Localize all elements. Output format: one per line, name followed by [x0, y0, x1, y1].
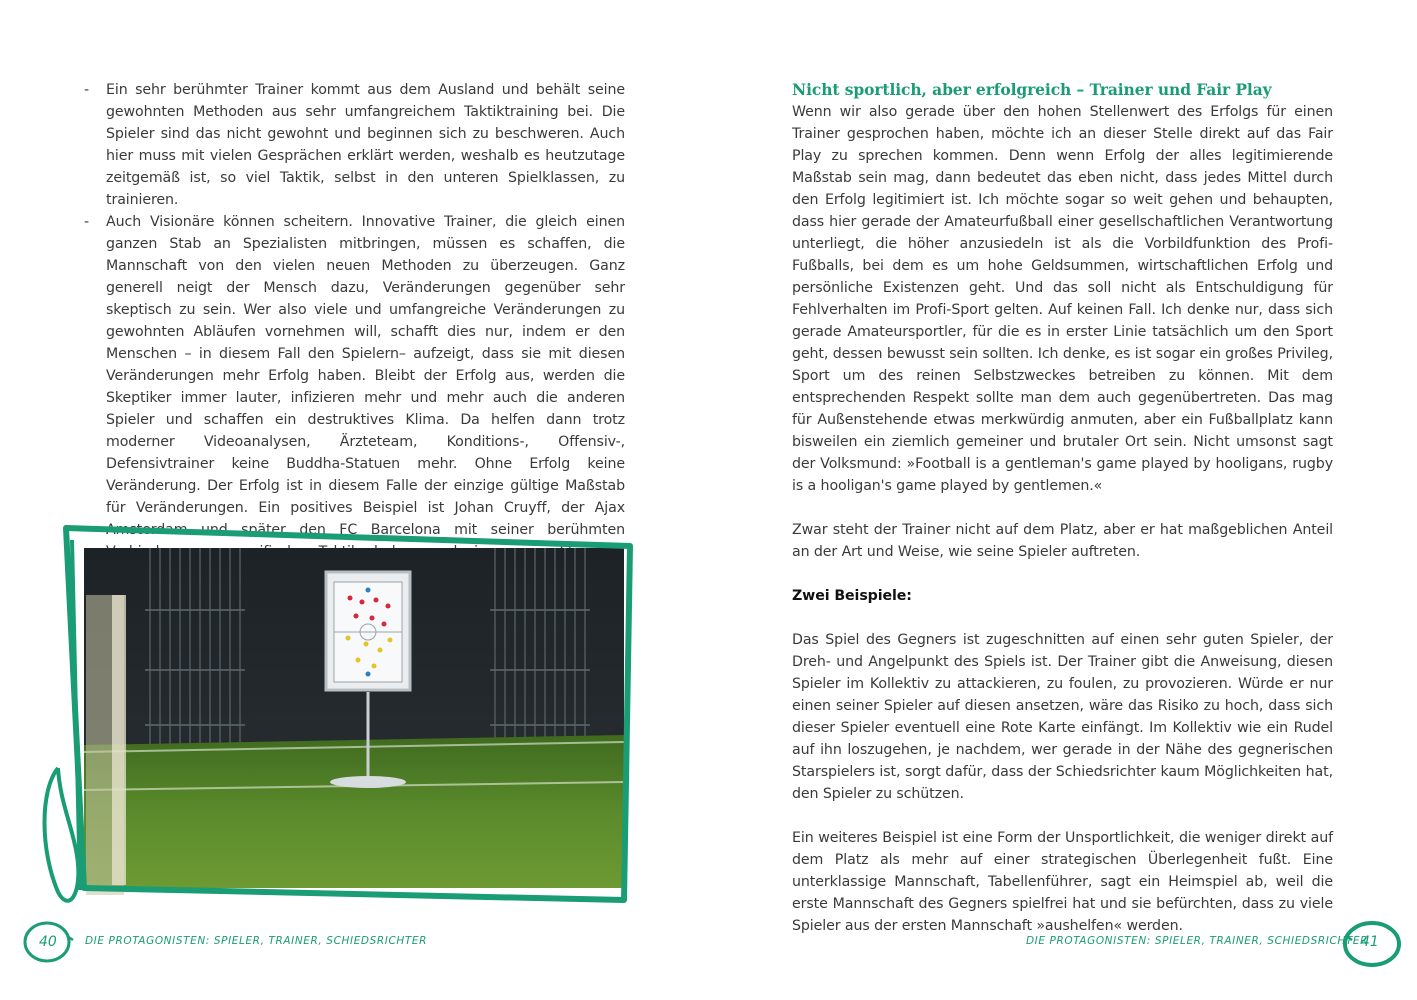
photo-illustration [0, 520, 708, 920]
left-page [0, 0, 708, 1000]
left-text-column [84, 79, 625, 585]
paragraph: Ein weiteres Beispiel ist eine Form der Unsportlichkeit, die weniger direkt auf dem Platz als mehr auf einer strategischen Überlegenheit fußt. Eine unterklassige Mannschaft, Tabellenführer, sagt ein Heimspiel ab, weil die erste Mannschaft des Gegners spielfrei hat und sie befürchten, dass zu viele Spieler aus der ersten Mannschaft »aushelfen« werden. [792, 830, 1333, 934]
right-page [708, 0, 1417, 1000]
section-heading: Nicht sportlich, aber erfolgreich – Trainer und Fair Play [792, 80, 1272, 99]
page-number: 41 [1361, 934, 1379, 950]
running-footer: DIE PROTAGONISTEN: SPIELER, TRAINER, SCHIEDSRICHTER [1026, 935, 1369, 947]
right-text-column [792, 79, 1333, 937]
bullet-text: Auch Visionäre können scheitern. Innovative Trainer, die gleich einen ganzen Stab an Spezialisten mitbringen, müssen es schaffen, die Mannschaft von den vielen neuen Methoden zu überzeugen. Ganz generell neigt der Mensch dazu, Veränderungen gegenüber sehr skeptisch zu sein. Wer also viele und umfangreiche Veränderungen zu gewohnten Abläufen vornehmen will, schafft dies nur, indem er den Menschen – in diesem Fall den Spielern– aufzeigt, dass sie mit diesen Veränderungen mehr Erfolg haben. Bleibt der Erfolg aus, werden die Skeptiker immer lauter, infizieren mehr und mehr auch die anderen Spieler und schaffen ein destruktives Klima. Da helfen dann trotz moderner Videoanalysen, Ärzteteam, Konditions-, Offensiv-, Defensivtrainer keine Buddha-Statuen mehr. Ohne Erfolg keine Veränderung. Der Erfolg ist in diesem Falle der einzige gültige Maßstab für Veränderungen. Ein positives Beispiel ist Johan Cruyff, der Ajax Amsterdam und später den FC Barcelona mit seiner berühmten [106, 214, 625, 538]
bullet-dash: - [84, 214, 90, 230]
bullet-text: Ein sehr berühmter Trainer kommt aus dem Ausland und behält seine gewohnten Methoden aus sehr umfangreichem Taktiktraining bei. Die Spieler sind das nicht gewohnt und beginnen sich zu beschweren. Auch hier muss mit vielen Gesprächen erklärt werden, weshalb es heutzutage zeitgemäß ist, so viel Taktik, selbst in den unteren Spielklassen, zu trainieren. [106, 82, 625, 208]
subheading: Zwei Beispiele: [792, 588, 912, 604]
bullet-item [84, 79, 625, 211]
paragraph: Das Spiel des Gegners ist zugeschnitten auf einen sehr guten Spieler, der Dreh- und Angelpunkt des Spiels ist. Der Trainer gibt die Anweisung, diesen Spieler im Kollektiv zu attackieren, zu foulen, zu provozieren. Würde er nur einen seiner Spieler auf diesen ansetzen, wäre das Risiko zu hoch, dass sich dieser Spieler eventuell eine Rote Karte einfängt. Im Kollektiv wie ein Rudel auf ihn loszugehen, je nachdem, wer gerade in der Nähe des gegnerischen Starspielers ist, sorgt dafür, dass der Schiedsrichter kaum Möglichkeiten hat, den Spieler zu schützen. [792, 632, 1333, 802]
page-number: 40 [39, 934, 57, 950]
paragraph: Wenn wir also gerade über den hohen Stellenwert des Erfolgs für einen Trainer gesprochen haben, möchte ich an dieser Stelle direkt auf das Fair Play zu sprechen kommen. Denn wenn Erfolg der alles legitimierende Maßstab sein mag, dann bedeutet das eben nicht, dass jedes Mittel durch den Erfolg legitimiert ist. Ich möchte sogar so weit gehen und behaupten, dass hier gerade der Amateurfußball einer gesellschaftlichen Verantwortung unterliegt, die höher anzusiedeln ist als die Vorbildfunktion des Profi-Fußballs, bei dem es um hohe Geldsummen, wirtschaftlichen Erfolg und persönliche Existenzen geht. Und das soll nicht als Entschuldigung für Fehlverhalten im Profi-Sport gelten. Auf keinen Fall. Ich denke nur, dass sich gerade Amateursportler, für die es in erster Linie tatsächlich um den Sport geht, dessen bewusst sein sollten. Ich denke, es ist sogar ein großes Privileg, Sport um des reinen Selbstzweckes betreiben zu können. Mit dem entsprechenden Respekt sollte man dem auch gegenübertreten. Das mag für Außenstehende etwas merkwürdig anmuten, aber ein Fußballplatz kann bisweilen ein ziemlich gemeiner und brutaler Ort sein. Nicht umsonst sagt der Volksmund: »Football is a gentleman's game played by hooligans, rugby is a hooligan's game played by gentlemen.« [792, 104, 1333, 494]
running-footer: DIE PROTAGONISTEN: SPIELER, TRAINER, SCHIEDSRICHTER [85, 935, 428, 947]
tactics-board-photo [0, 520, 708, 920]
bullet-dash: - [84, 82, 90, 98]
paragraph: Zwar steht der Trainer nicht auf dem Platz, aber er hat maßgeblichen Anteil an der Art und Weise, wie seine Spieler auftreten. [792, 522, 1333, 560]
